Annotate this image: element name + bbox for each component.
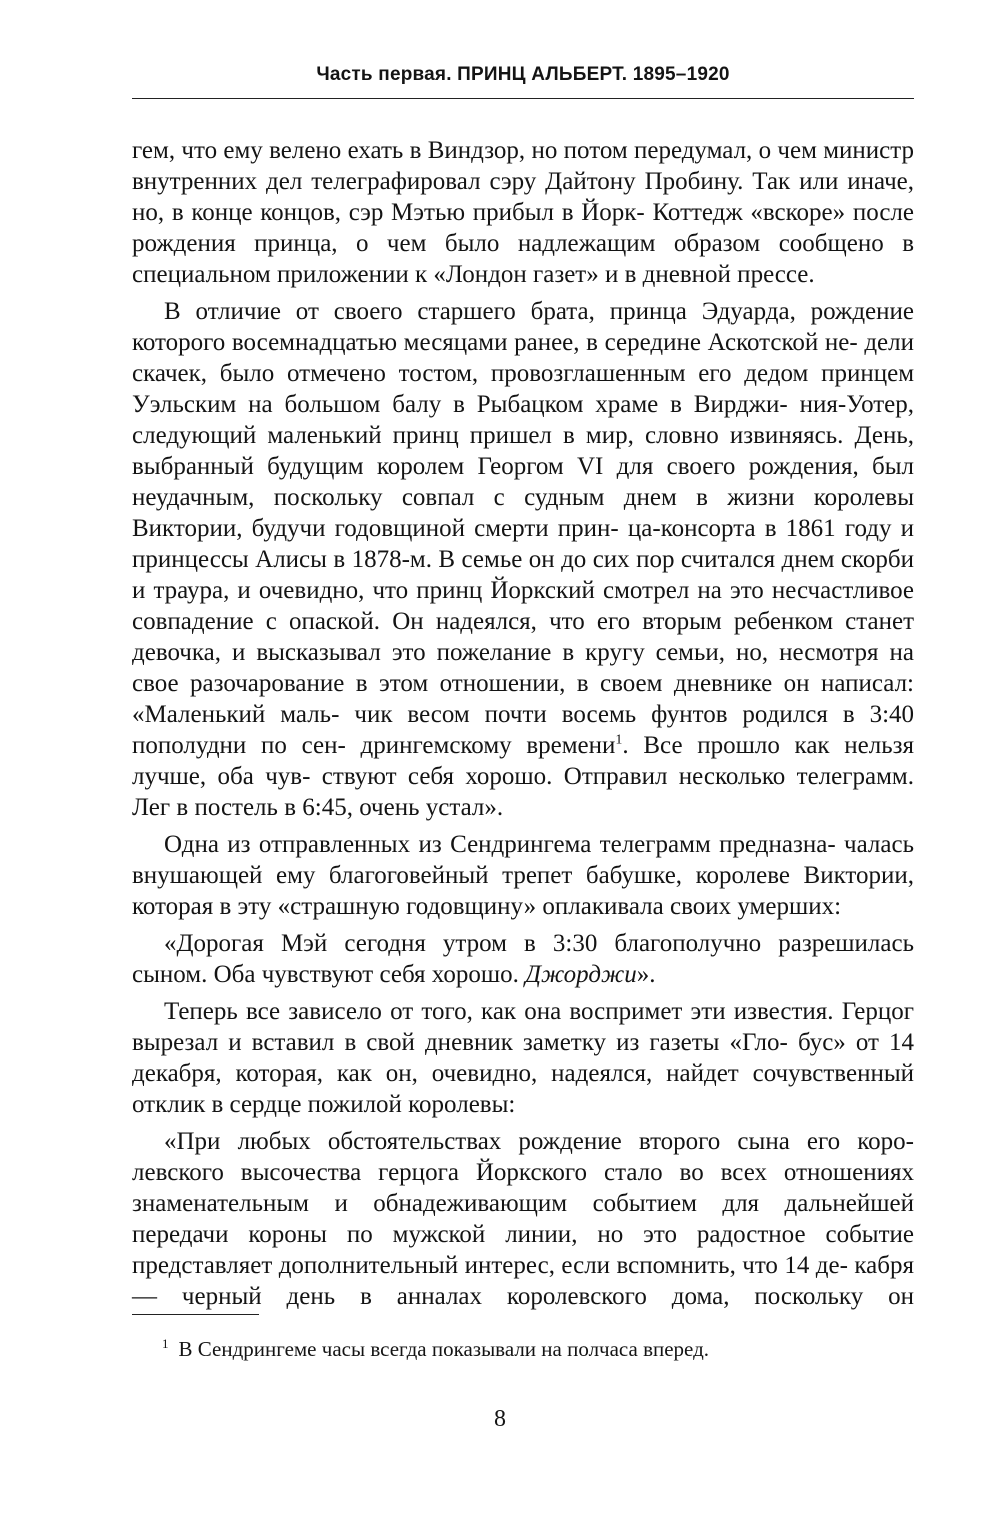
text-line: Одна из отправленных из Сендрингема телеграмм предназна-: [164, 831, 836, 858]
text-line: дели скачек, было отмечено тостом, провозглашенным его дедом: [132, 329, 914, 387]
newspaper-quote: [132, 1126, 914, 1312]
paragraph-1: [132, 135, 914, 290]
text-line: в дневной прессе.: [624, 261, 815, 288]
text-line: сочувственный отклик в сердце пожилой королевы:: [132, 1060, 914, 1118]
text-line: умерших:: [737, 893, 842, 920]
footnote: [162, 1336, 902, 1362]
text-line: левского высочества герцога Йоркского стало во всех отношениях: [132, 1159, 914, 1186]
text-line: Виктории, которая в эту «страшную годовщину» оплакивала своих: [132, 862, 914, 920]
text-line: Йоркский смотрел на это несчастливое совпадение с опаской. Он: [132, 577, 915, 635]
text-line: чик весом почти восемь фунтов родился в 3:40 пополудни по сен-: [132, 701, 915, 759]
header-rule: [132, 98, 914, 99]
text-line: своего рождения, был неудачным, поскольку совпал с судным днем: [132, 453, 915, 511]
text-line: кабря — черный день в анналах королевского дома, поскольку он: [132, 1252, 914, 1310]
text-line: представляет дополнительный интерес, если вспомнить, что 14 де-: [132, 1252, 848, 1279]
text-line: надеялся, что его вторым ребенком станет девочка, и высказывал: [132, 608, 915, 666]
text-line: . Все прошло как нельзя лучше, оба чув-: [132, 732, 914, 790]
text-line: в 6:45, очень устал».: [284, 794, 504, 821]
text-line: Так или иначе, но, в конце концов, сэр Мэтью прибыл в Йорк-: [132, 168, 915, 226]
page-number: 8: [494, 1406, 506, 1432]
paragraph-5: [132, 996, 914, 1120]
text-line: в этом отношении, в своем дневнике он написал: «Маленький маль-: [132, 670, 915, 728]
text-line: которого восемнадцатью месяцами ранее, в середине Аскотской не-: [132, 329, 858, 356]
footnote-reference[interactable]: 1: [615, 732, 623, 748]
text-line: ».: [636, 961, 656, 988]
footnote-mark: 1: [162, 1336, 169, 1351]
text-line: Коттедж «вскоре» после рождения принца, о чем было надлежащим: [132, 199, 915, 257]
text-line: «При любых обстоятельствах рождение второго сына его коро-: [164, 1128, 914, 1155]
text-line: ния-Уотер, следующий маленький принц пришел в мир, словно: [132, 391, 915, 449]
text-line: образом сообщено в специальном приложении к «Лондон газет» и: [132, 230, 914, 288]
telegram-quote: [132, 928, 914, 990]
text-line: гем, что ему велено ехать в Виндзор, но потом передумал, о чем: [132, 137, 817, 164]
text-line: министр внутренних дел телеграфировал сэру Дайтону Пробину.: [132, 137, 915, 195]
text-line: В отличие от своего старшего брата, принца Эдуарда, рождение: [164, 298, 914, 325]
body-text: [132, 135, 914, 1312]
text-line: в жизни королевы Виктории, будучи годовщиной смерти прин-: [132, 484, 914, 542]
text-line: бус» от 14 декабря, которая, как он, очевидно, надеялся, найдет: [132, 1029, 915, 1087]
paragraph-3: [132, 829, 914, 922]
text-line: сыном. Оба чувствуют себя хорошо.: [132, 961, 526, 988]
text-line: ца-консорта в 1861 году и принцессы Алисы в 1878-м. В семье он: [132, 515, 914, 573]
running-head: Часть первая. ПРИНЦ АЛЬБЕРТ. 1895–1920: [316, 64, 730, 85]
signature-italic: Джорджи: [525, 961, 637, 988]
text-line: «Дорогая Мэй сегодня утром в 3:30 благополучно разрешилась: [164, 930, 914, 957]
text-line: знаменательным и обнадеживающим событием для дальнейшей: [132, 1190, 914, 1217]
text-line: Герцог вырезал и вставил в свой дневник заметку из газеты «Гло-: [132, 998, 914, 1056]
text-line: ствуют себя хорошо. Отправил несколько телеграмм. Лег в постель: [132, 763, 914, 821]
text-line: передачи короны по мужской линии, но это радостное событие: [132, 1221, 914, 1248]
text-line: извиняясь. День, выбранный будущим королем Георгом VI для: [132, 422, 914, 480]
text-line: принцем Уэльским на большом балу в Рыбацком храме в Вирджи-: [132, 360, 915, 418]
text-line: дрингемскому времени: [360, 732, 616, 759]
footnote-text: В Сендрингеме часы всегда показывали на полчаса вперед.: [178, 1337, 710, 1361]
text-line: Теперь все зависело от того, как она воспримет эти известия.: [164, 998, 834, 1025]
text-line: до сих пор считался днем скорби и траура, и очевидно, что принц: [132, 546, 914, 604]
footnote-rule: [132, 1314, 259, 1315]
text-line: это пожелание в кругу семьи, но, несмотря на свое разочарование: [132, 639, 914, 697]
paragraph-2: [132, 296, 914, 823]
text-line: чалась внушающей ему благоговейный трепет бабушке, королеве: [132, 831, 914, 889]
